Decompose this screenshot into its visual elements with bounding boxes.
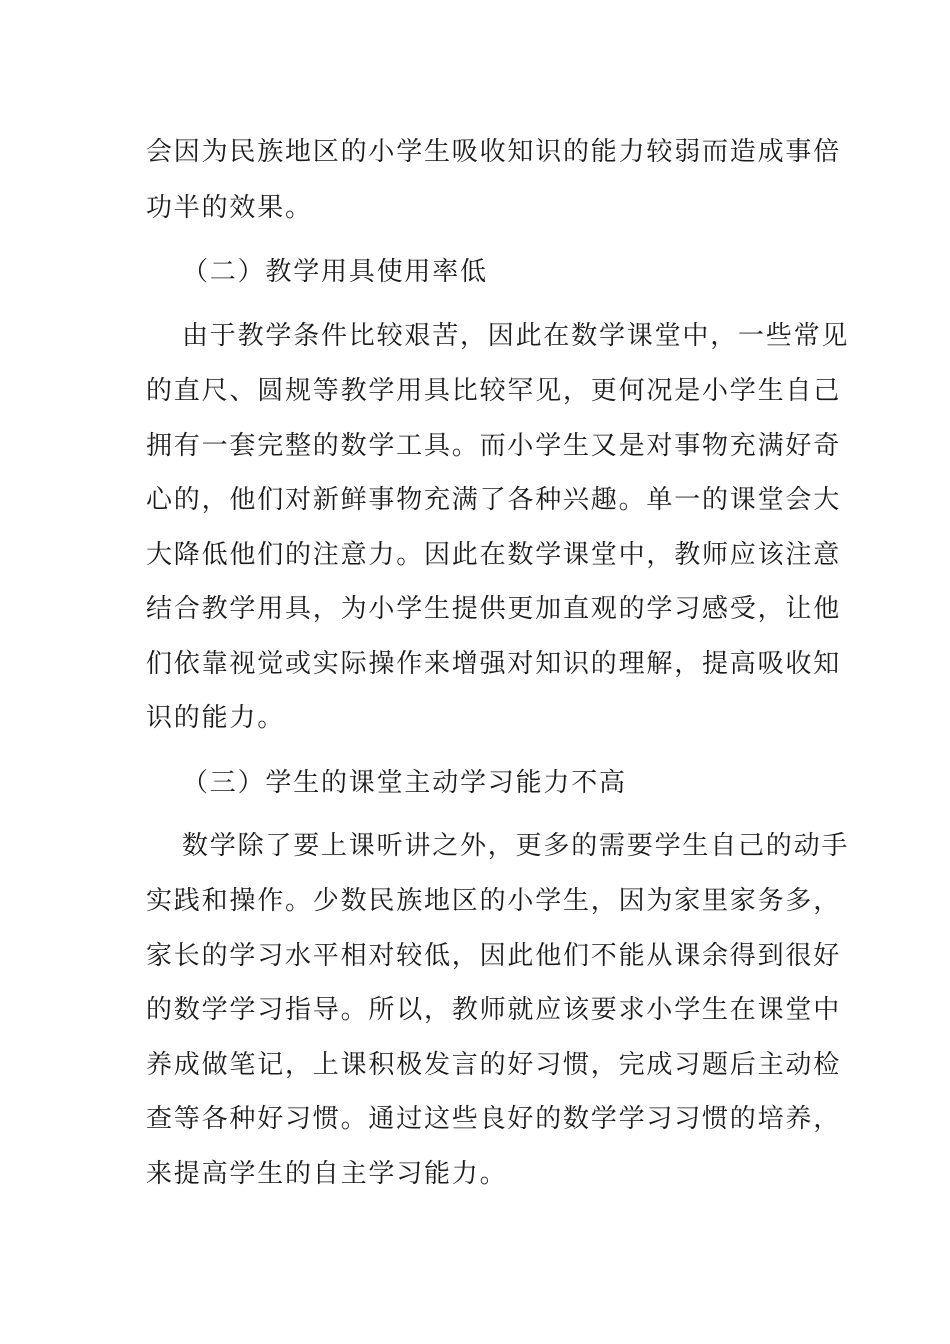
section-heading-2: （二）教学用具使用率低 (182, 257, 488, 287)
section-heading-3: （三）学生的课堂主动学习能力不高 (182, 768, 627, 798)
paragraph-2-line-3: 拥有一套完整的数学工具。而小学生又是对事物充满好奇 (146, 431, 842, 461)
paragraph-1-line-2: 功半的效果。 (146, 193, 313, 223)
paragraph-2-line-2: 的直尺、圆规等教学用具比较罕见，更何况是小学生自己 (146, 376, 842, 406)
paragraph-2-line-5: 大降低他们的注意力。因此在数学课堂中，教师应该注意 (146, 540, 842, 570)
paragraph-3-line-5: 养成做笔记，上课积极发言的好习惯，完成习题后主动检 (146, 1050, 842, 1080)
paragraph-3-line-6: 查等各种好习惯。通过这些良好的数学学习习惯的培养， (146, 1104, 842, 1134)
paragraph-3-line-2: 实践和操作。少数民族地区的小学生，因为家里家务多， (146, 886, 842, 916)
paragraph-2-line-1: 由于教学条件比较艰苦，因此在数学课堂中，一些常见 (182, 321, 850, 351)
paragraph-3-line-1: 数学除了要上课听讲之外，更多的需要学生自己的动手 (182, 831, 850, 861)
paragraph-3-line-7: 来提高学生的自主学习能力。 (146, 1159, 508, 1189)
paragraph-2-line-7: 们依靠视觉或实际操作来增强对知识的理解，提高吸收知 (146, 649, 842, 679)
paragraph-3-line-3: 家长的学习水平相对较低，因此他们不能从课余得到很好 (146, 941, 842, 971)
paragraph-2-line-4: 心的，他们对新鲜事物充满了各种兴趣。单一的课堂会大 (146, 485, 842, 515)
paragraph-3-line-4: 的数学学习指导。所以，教师就应该要求小学生在课堂中 (146, 995, 842, 1025)
paragraph-2-line-6: 结合教学用具，为小学生提供更加直观的学习感受，让他 (146, 594, 842, 624)
paragraph-1-line-1: 会因为民族地区的小学生吸收知识的能力较弱而造成事倍 (146, 137, 842, 167)
paragraph-2-line-8: 识的能力。 (146, 703, 286, 733)
